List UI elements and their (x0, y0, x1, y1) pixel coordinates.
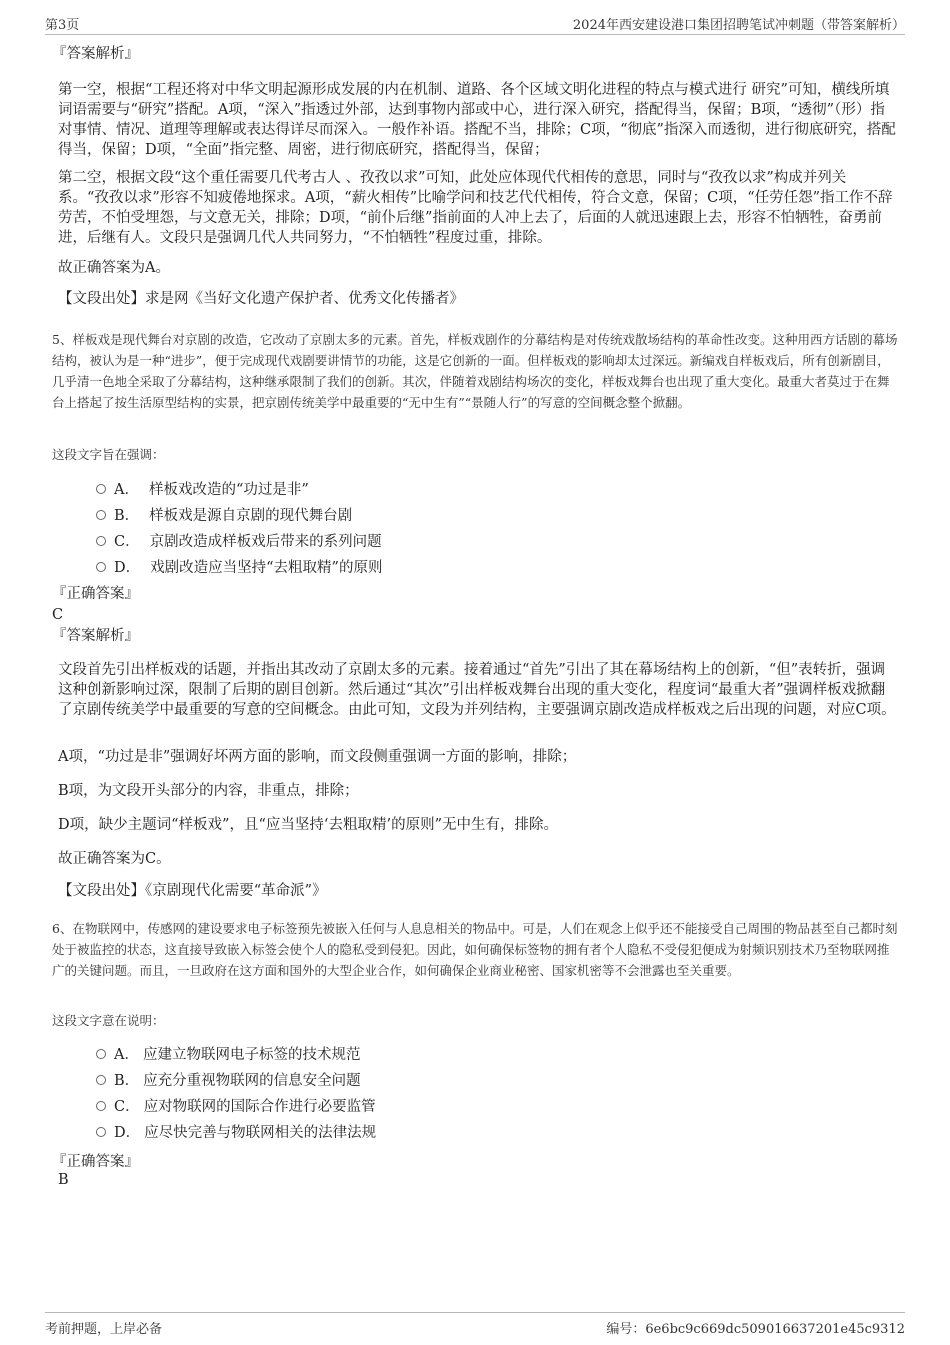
document-id: 编号：6e6bc9c669dc509016637201e45c9312 (606, 1322, 905, 1337)
option-b-note: B项，为文段开头部分的内容，非重点，排除； (58, 783, 359, 799)
correct-answer-value: B (58, 1172, 69, 1188)
radio-icon[interactable] (96, 1127, 106, 1137)
answer-conclusion: 故正确答案为A。 (58, 260, 170, 276)
document-title: 2024年西安建设港口集团招聘笔试冲刺题（带答案解析） (572, 18, 905, 33)
question-5-analysis: 文段首先引出样板戏的话题，并指出其改动了京剧太多的元素。接着通过“首先”引出了其在幕场结构上的创新，“但”表转折，强调这种创新影响过深，限制了后期的剧目创新。然后通过“其次”引出样板戏舞台出现的重大变化，程度词“最重大者”强调样板戏掀翻了京剧传统美学中最重要的写意的空间概念。由此可知，文段为并列结构，主要强调京剧改造成样板戏之后出现的问题，对应C项。 (58, 662, 896, 718)
option-d-note: D项，缺少主题词“样板戏”，且“应当坚持‘去粗取精’的原则”无中生有，排除。 (58, 817, 558, 833)
correct-answer-label: 『正确答案』 (52, 1154, 139, 1170)
analysis-paragraph-2: 第二空，根据文段“这个重任需要几代考古人 、孜孜以求”可知，此处应体现代代相传的意思，同时与“孜孜以求”构成并列关系。“孜孜以求”形容不知疲倦地探求。A项，“薪火相传”比喻学问和技艺代代相传，符合文意，保留；C项，“任劳任怨”指工作不辞劳苦，不怕受埋怨，与文意无关，排除；D项，“前仆后继”指前面的人冲上去了，后面的人就迅速跟上去，形容不怕牺牲，奋勇前进，后继有人。文段只是强调几代人共同努力，“不怕牺牲”程度过重，排除。 (58, 170, 893, 246)
question-6-prompt: 这段文字意在说明： (52, 1013, 165, 1028)
correct-answer-label: 『正确答案』 (52, 586, 139, 602)
question-6-option-d[interactable]: D． 应尽快完善与物联网相关的法律法规 (96, 1121, 376, 1145)
source-citation: 【文段出处】求是网《当好文化遗产保护者、优秀文化传播者》 (58, 291, 464, 307)
question-5-option-a[interactable]: A． 样板戏改造的“功过是非” (96, 478, 309, 502)
question-6-option-c[interactable]: C． 应对物联网的国际合作进行必要监管 (96, 1095, 376, 1119)
question-6-option-b[interactable]: B． 应充分重视物联网的信息安全问题 (96, 1069, 361, 1093)
page-header (45, 12, 905, 35)
answer-conclusion: 故正确答案为C。 (58, 851, 171, 867)
radio-icon[interactable] (96, 484, 106, 494)
radio-icon[interactable] (96, 562, 106, 572)
source-citation: 【文段出处】《京剧现代化需要“革命派”》 (58, 883, 327, 899)
page-number: 第3页 (45, 18, 80, 33)
analysis-label: 『答案解析』 (52, 46, 139, 62)
question-6-option-a[interactable]: A． 应建立物联网电子标签的技术规范 (96, 1043, 360, 1067)
question-5-option-c[interactable]: C． 京剧改造成样板戏后带来的系列问题 (96, 530, 382, 554)
question-5-prompt: 这段文字旨在强调： (52, 447, 165, 462)
question-5-stem: 5、样板戏是现代舞台对京剧的改造，它改动了京剧太多的元素。首先，样板戏剧作的分幕结构是对传统戏散场结构的革命性改变。这种用西方话剧的幕场结构，被认为是一种“进步”，便于完成现代戏剧要讲情节的功能，这是它创新的一面。但样板戏的影响却太过深远。新编戏自样板戏后，所有创新剧目，几乎清一色地全采取了分幕结构，这种继承限制了我们的创新。其次，伴随着戏剧结构场次的变化，样板戏舞台也出现了重大变化。最重大者莫过于在舞台上搭起了按生活原型结构的实景，把京剧传统美学中最重要的“无中生有”“景随人行”的写意的空间概念整个掀翻。 (52, 332, 898, 410)
radio-icon[interactable] (96, 1101, 106, 1111)
footer-slogan: 考前押题，上岸必备 (45, 1322, 163, 1337)
analysis-paragraph-1: 第一空，根据“工程还将对中华文明起源形成发展的内在机制、道路、各个区域文明化进程的特点与模式进行 研究”可知，横线所填词语需要与“研究”搭配。A项，“深入”指透过外部，达到事物内部或中心，进行深入研究，搭配得当，保留；B项，“透彻”（形）指对事情、情况、道理等理解或表达得详尽而深入。一般作补语。搭配不当，排除；C项，“彻底”指深入而透彻，进行彻底研究，搭配得当，保留；D项，“全面”指完整、周密，进行彻底研究，搭配得当，保留； (58, 82, 896, 158)
page-footer (45, 1312, 905, 1337)
analysis-label: 『答案解析』 (52, 628, 139, 644)
correct-answer-value: C (52, 607, 64, 623)
option-a-note: A项，“功过是非”强调好坏两方面的影响，而文段侧重强调一方面的影响，排除； (58, 749, 577, 765)
radio-icon[interactable] (96, 536, 106, 546)
radio-icon[interactable] (96, 1049, 106, 1059)
question-5-option-b[interactable]: B． 样板戏是源自京剧的现代舞台剧 (96, 504, 352, 528)
question-6-stem: 6、在物联网中，传感网的建设要求电子标签预先被嵌入任何与人息息相关的物品中。可是，人们在观念上似乎还不能接受自己周围的物品甚至自己都时刻处于被监控的状态，这直接导致嵌入标签会使个人的隐私受到侵犯。因此，如何确保标签物的拥有者个人隐私不受侵犯便成为射频识别技术乃至物联网推广的关键问题。而且，一旦政府在这方面和国外的大型企业合作，如何确保企业商业秘密、国家机密等不会泄露也至关重要。 (52, 921, 898, 978)
radio-icon[interactable] (96, 510, 106, 520)
radio-icon[interactable] (96, 1075, 106, 1085)
question-5-option-d[interactable]: D． 戏剧改造应当坚持“去粗取精”的原则 (96, 556, 382, 580)
